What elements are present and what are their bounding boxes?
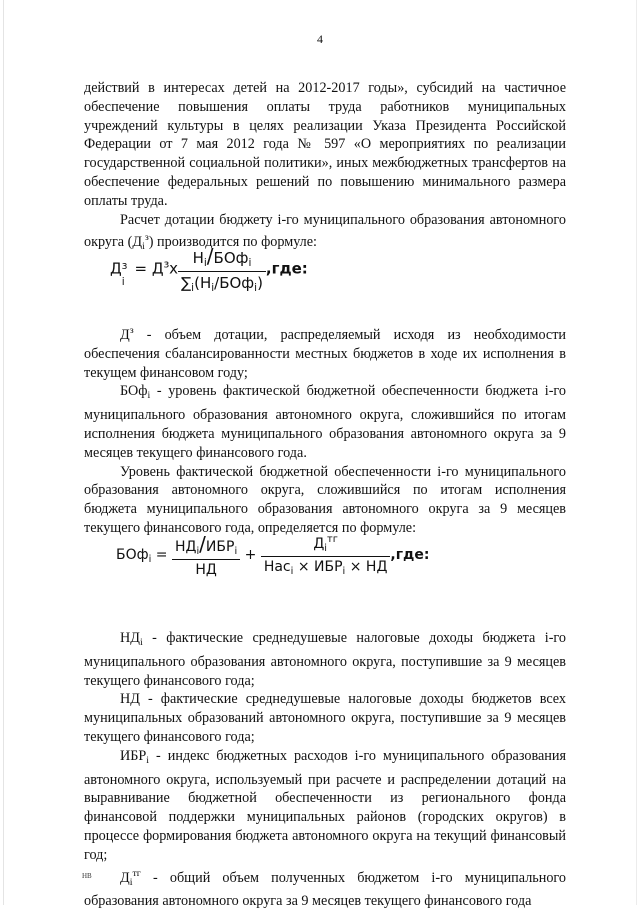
scan-edge-left xyxy=(3,0,4,905)
definition-nd: НД - фактические среднедушевые налоговые доходы бюджетов всех муниципальных образований автономного округа, поступившие за 9 месяцев текущего финансового года; xyxy=(84,691,566,745)
text-block-1 xyxy=(84,79,566,257)
definition-text: - индекс бюджетных расходов i-го муниципального образования автономного округа, используемый при расчете и распределении дотаций на выравнивание бюджетной обеспеченности из регионального фонда финансовой поддержки муниципальных районов (городских округов) в процессе формирования бюджета автономного округа на текущий финансовый год; xyxy=(84,747,566,863)
superscript: з xyxy=(163,258,170,271)
paragraph-dotation-calc-text: Расчет дотации бюджету i-го муниципального образования автономного округа (Д xyxy=(84,211,566,251)
fraction-numerator xyxy=(172,532,240,560)
subscript: i xyxy=(139,637,143,648)
definition-term: БОф xyxy=(120,383,148,400)
subscript: i xyxy=(254,282,258,294)
scan-edge-right xyxy=(636,0,637,905)
formula-term: НД xyxy=(174,539,197,555)
slash: / xyxy=(199,532,206,556)
sum-sign: ∑ xyxy=(181,274,192,292)
superscript: тг xyxy=(327,533,338,545)
times-sign: × xyxy=(293,558,315,575)
superscript: з xyxy=(129,325,134,336)
superscript: з xyxy=(144,232,149,244)
formula-term: ) xyxy=(257,274,263,292)
formula-fraction-1 xyxy=(172,532,240,578)
definition-text: - объем дотации, распределяемый исходя из необходимости обеспечения сбалансированности местных бюджетов в ходе их исполнения в текущем финансовом году; xyxy=(84,327,566,381)
formula-where: ,где: xyxy=(265,259,308,278)
subscript: i xyxy=(142,241,145,253)
definition-term: Д xyxy=(120,327,130,343)
subscript: i xyxy=(342,565,346,577)
text-block-2 xyxy=(84,322,566,538)
definition-ibr xyxy=(84,747,566,865)
formula-term: H xyxy=(192,249,204,267)
formula-term: Нас xyxy=(263,558,291,575)
subscript: i xyxy=(148,554,152,565)
times-sign: × xyxy=(345,558,366,575)
footer-mark: HB xyxy=(82,872,92,880)
formula-term: НД xyxy=(365,558,388,575)
formula-term: ИБР xyxy=(205,539,235,555)
fraction-denominator: НД xyxy=(195,562,217,578)
formula-fraction xyxy=(178,244,266,294)
page-number: 4 xyxy=(317,32,323,46)
definition-ndi xyxy=(84,629,566,690)
slash: / xyxy=(206,244,214,268)
paragraph-bof-level: Уровень фактической бюджетной обеспеченности i-го муниципального образования автономного округа, сложившийся по итогам исполнения бюджета муниципального образования автономного округа за 9 месяцев текущего финансового года, определяется по формуле: xyxy=(84,463,566,536)
definition-term: ИБР xyxy=(120,747,147,764)
subscript: i xyxy=(248,257,252,269)
fraction-denominator xyxy=(178,272,266,294)
formula-bof xyxy=(116,532,429,578)
subscript: i xyxy=(203,257,207,269)
formula-term: /БОф xyxy=(214,274,255,292)
plus-sign: + xyxy=(244,547,257,563)
paragraph-subsidies: действий в интересах детей на 2012-2017 годы», субсидий на частичное обеспечение повышения оплаты труда работников муниципальных учреждений культуры в целях реализации Указа Президента Российской Федерации от 7 мая 2012 года № 597 «О мероприятиях по реализации государственной социальной политики», иных межбюджетных трансфертов на обеспечение федеральных решений по повышению минимального размера оплаты труда. xyxy=(84,80,566,209)
definition-dz xyxy=(84,322,566,382)
paragraph-dotation-calc-tail: ) производится по формуле: xyxy=(148,234,318,251)
formula-term: Д xyxy=(151,259,164,278)
subscript: i xyxy=(196,546,200,557)
subscript: i xyxy=(290,565,294,577)
formula-term: Д xyxy=(110,259,122,278)
formula-term: ИБР xyxy=(314,558,343,575)
subscript: i xyxy=(191,282,195,294)
subscript: i xyxy=(324,542,328,554)
formula-where: ,где: xyxy=(390,547,430,563)
formula-dotation xyxy=(110,244,308,294)
superscript: з xyxy=(121,259,128,272)
definition-text: - фактические среднедушевые налоговые доходы бюджета i-го муниципального образования автономного округа, поступившие за 9 месяцев текущего финансового года; xyxy=(84,630,566,689)
fraction-denominator xyxy=(261,557,391,577)
equals-sign: = xyxy=(134,259,148,278)
formula-term: Д xyxy=(313,535,325,552)
subscript: i xyxy=(146,754,150,766)
formula-term: БОф xyxy=(116,547,149,563)
definition-dtg xyxy=(84,865,566,911)
subscript: i xyxy=(211,282,215,294)
fraction-numerator xyxy=(261,534,391,557)
definition-term: Д xyxy=(120,869,130,886)
times-sign: х xyxy=(169,259,179,278)
definition-text: - уровень фактической бюджетной обеспеченности бюджета i-го муниципального образования автономного округа, сложившийся по итогам исполнения бюджета муниципального образования автономного округа за 9 месяцев текущего финансового года. xyxy=(84,383,566,461)
formula-term: (H xyxy=(194,274,212,292)
formula-term: БОф xyxy=(213,249,249,267)
subscript: i xyxy=(121,275,125,288)
subscript: i xyxy=(147,390,151,402)
fraction-numerator xyxy=(178,244,266,272)
text-block-3 xyxy=(84,629,566,911)
subscript: i xyxy=(234,546,238,557)
definition-term: НД xyxy=(120,630,140,646)
definition-bof xyxy=(84,382,566,462)
subscript: i xyxy=(129,876,133,888)
definition-text: - общий объем полученных бюджетом i-го муниципального образования автономного округа за 9 месяцев текущего финансового года xyxy=(84,869,566,910)
formula-fraction-2 xyxy=(261,534,391,577)
superscript: тг xyxy=(132,867,141,879)
equals-sign: = xyxy=(155,547,168,563)
